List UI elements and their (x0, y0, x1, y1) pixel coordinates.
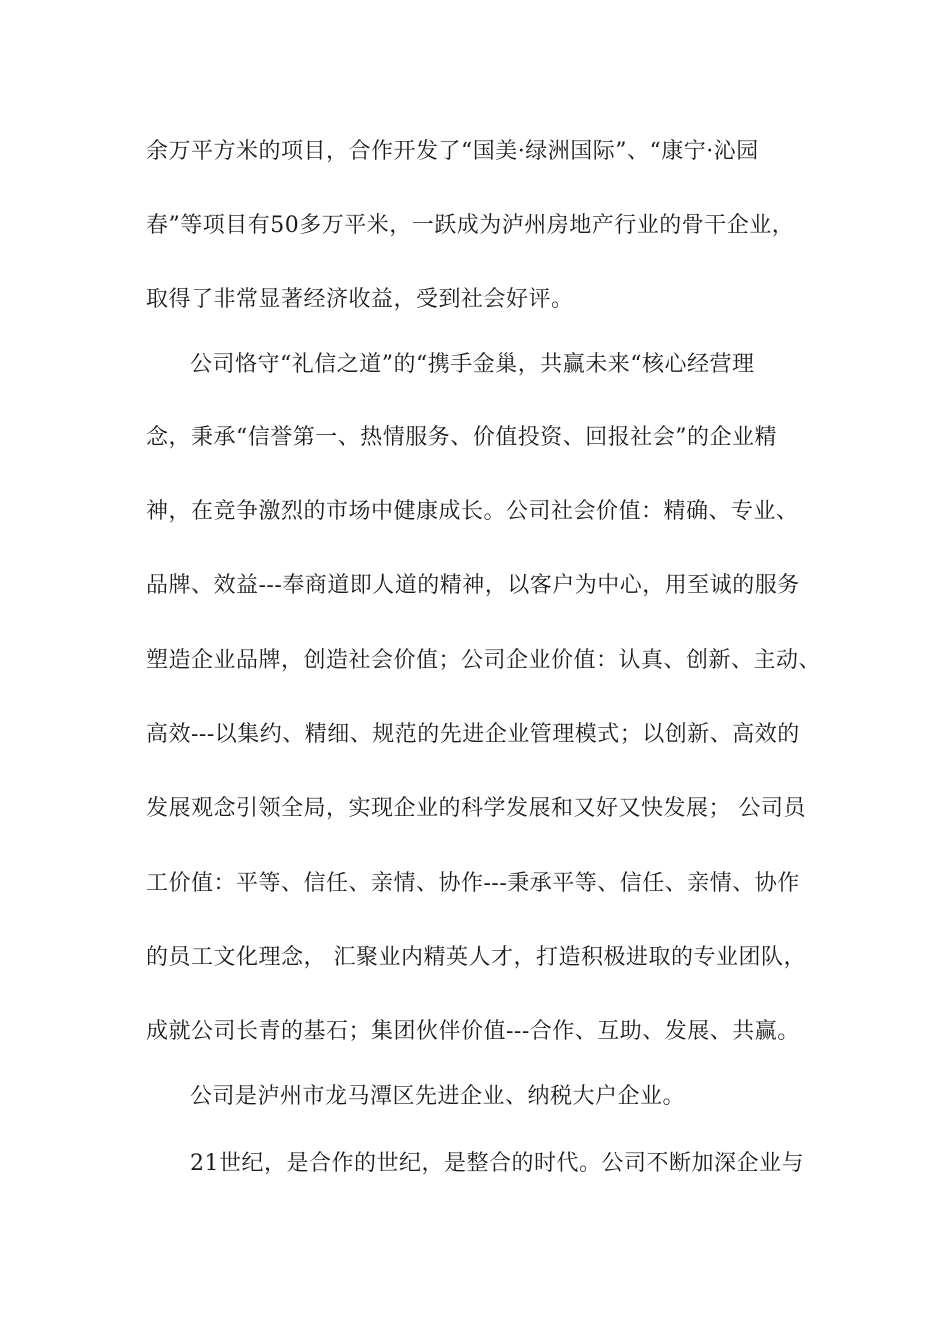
text-line-9: 高效---以集约、精细、规范的先进企业管理模式；以创新、高效的 (146, 722, 800, 747)
text-line-8: 塑造企业品牌，创造社会价值；公司企业价值：认真、创新、主动、 (146, 648, 822, 673)
text-line-10: 发展观念引领全局，实现企业的科学发展和又好又快发展； 公司员 (146, 796, 806, 821)
text-line-4: 公司恪守“礼信之道”的“携手金巢，共赢未来“核心经营理 (190, 352, 755, 377)
text-line-2: 春”等项目有50多万平米，一跃成为泸州房地产行业的骨干企业， (146, 213, 795, 238)
text-line-3: 取得了非常显著经济收益，受到社会好评。 (146, 287, 574, 312)
text-line-5: 念，秉承“信誉第一、热情服务、价值投资、回报社会”的企业精 (146, 425, 777, 450)
text-line-13: 成就公司长青的基石；集团伙伴价值---合作、互助、发展、共赢。 (146, 1019, 800, 1044)
text-line-11: 工价值：平等、信任、亲情、协作---秉承平等、信任、亲情、协作 (146, 871, 800, 896)
text-line-12: 的员工文化理念， 汇聚业内精英人才，打造积极进取的专业团队， (146, 945, 806, 970)
text-line-14: 公司是泸州市龙马潭区先进企业、纳税大户企业。 (190, 1084, 686, 1109)
text-line-1: 余万平方米的项目，合作开发了“国美·绿洲国际”、“康宁·沁园 (146, 139, 759, 164)
text-line-7: 品牌、效益---奉商道即人道的精神，以客户为中心，用至诚的服务 (146, 573, 800, 598)
text-line-15: 21世纪，是合作的世纪，是整合的时代。公司不断加深企业与 (190, 1151, 804, 1176)
text-line-6: 神，在竞争激烈的市场中健康成长。公司社会价值：精确、专业、 (146, 499, 799, 524)
